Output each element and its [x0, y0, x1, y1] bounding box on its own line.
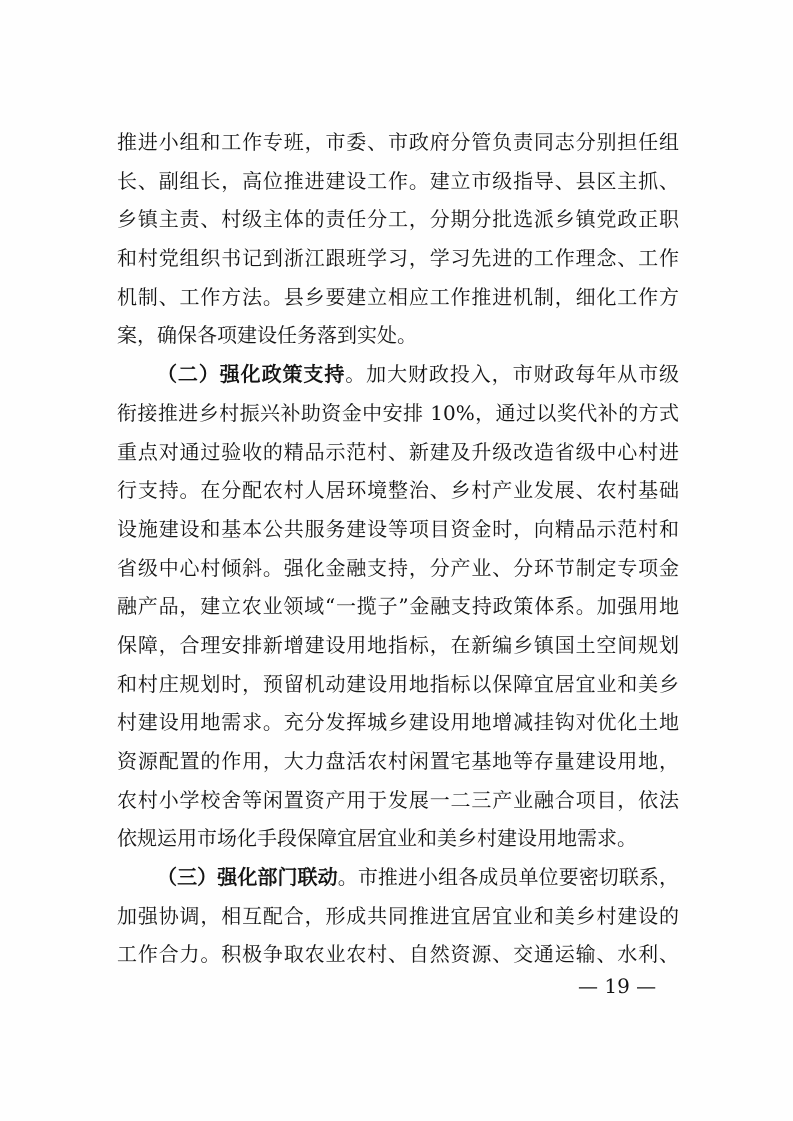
paragraph2-heading: （二）强化政策支持: [157, 362, 346, 387]
paragraph2-line-3: 重点对通过验收的精品示范村、新建及升级改造省级中心村进: [117, 439, 679, 464]
paragraph2-line-13: 依规运用市场化手段保障宜居宜业和美乡村建设用地需求。: [117, 826, 637, 851]
paragraph3-line-2: 加强协调，相互配合，形成共同推进宜居宜业和美乡村建设的: [117, 903, 679, 928]
paragraph2-line-10: 村建设用地需求。充分发挥城乡建设用地增减挂钩对优化土地: [117, 710, 679, 735]
paragraph2-line-11: 资源配置的作用，大力盘活农村闲置宅基地等存量建设用地，: [117, 749, 679, 773]
paragraph1-line-3: 乡镇主责、村级主体的责任分工，分期分批选派乡镇党政正职: [117, 207, 679, 232]
paragraph3-heading: （三）强化部门联动: [157, 865, 338, 890]
paragraph1-line-4: 和村党组织书记到浙江跟班学习，学习先进的工作理念、工作: [117, 246, 679, 271]
paragraph3-first-line: [117, 863, 679, 902]
paragraph2-line-9: 和村庄规划时，预留机动建设用地指标以保障宜居宜业和美乡: [117, 671, 679, 696]
paragraph2-first-line-rest: 。加大财政投入，市财政每年从市级: [345, 362, 679, 387]
page-number: — 19 —: [578, 974, 657, 998]
paragraph2-line-12: 农村小学校舍等闲置资产用于发展一二三产业融合项目，依法: [117, 787, 679, 812]
paragraph2-line-2: 衔接推进乡村振兴补助资金中安排 10%，通过以奖代补的方式: [117, 400, 679, 425]
paragraph1-line-6: 案，确保各项建设任务落到实处。: [117, 323, 417, 348]
paragraph2-line-5: 设施建设和基本公共服务建设等项目资金时，向精品示范村和: [117, 516, 679, 541]
paragraph3-first-line-rest: 。市推进小组各成员单位要密切联系，: [337, 865, 680, 890]
paragraph2-line-4: 行支持。在分配农村人居环境整治、乡村产业发展、农村基础: [117, 478, 679, 503]
paragraph3-line-3: 工作合力。积极争取农业农村、自然资源、交通运输、水利、: [117, 942, 679, 967]
paragraph2-line-6: 省级中心村倾斜。强化金融支持，分产业、分环节制定专项金: [117, 555, 679, 580]
body-text: [117, 128, 679, 979]
paragraph2-line-7: 融产品，建立农业领域“一揽子”金融支持政策体系。加强用地: [117, 594, 679, 619]
paragraph2-line-8: 保障，合理安排新增建设用地指标，在新编乡镇国土空间规划: [117, 632, 679, 657]
paragraph2-first-line: [117, 360, 679, 399]
paragraph1-line-5: 机制、工作方法。县乡要建立相应工作推进机制，细化工作方: [117, 284, 679, 309]
paragraph1-line-2: 长、副组长，高位推进建设工作。建立市级指导、县区主抓、: [117, 168, 679, 193]
paragraph1-line-1: 推进小组和工作专班，市委、市政府分管负责同志分别担任组: [117, 130, 679, 154]
